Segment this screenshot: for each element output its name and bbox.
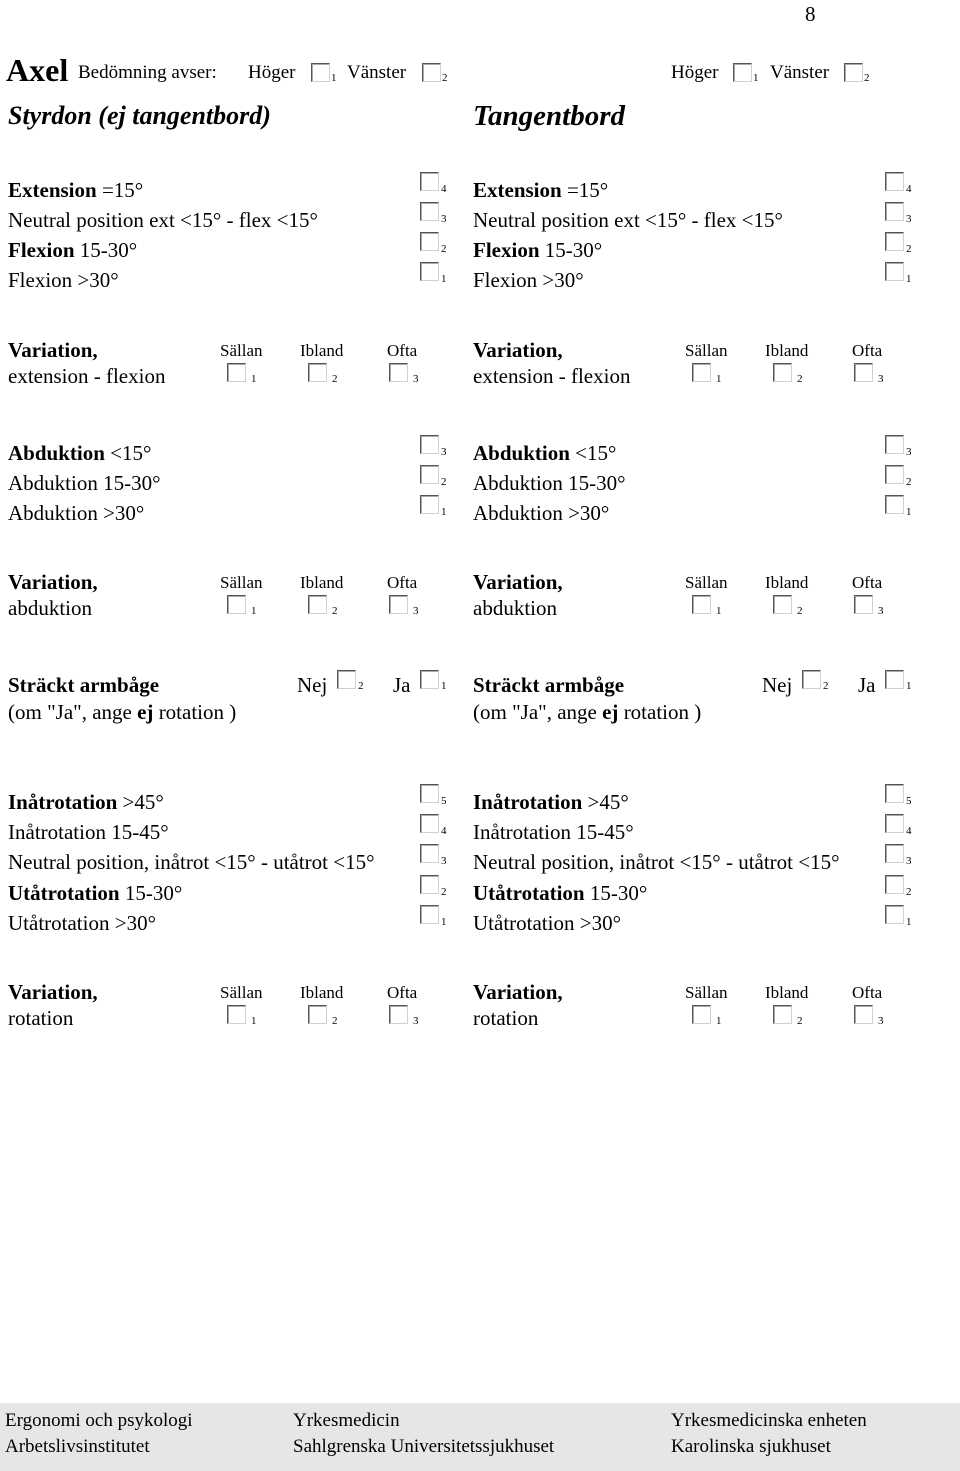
right-side-checkbox[interactable] xyxy=(733,63,752,82)
variation-flexion-often-label: Ofta xyxy=(852,341,883,360)
flexion-option-bold: Flexion xyxy=(473,238,540,262)
flexion-option-code: 1 xyxy=(441,273,447,285)
variation-rotation-sometimes-label: Ibland xyxy=(765,983,809,1002)
rotation-option-code: 4 xyxy=(906,825,912,838)
section-title: Axel xyxy=(6,52,69,88)
variation-flexion-rarely-code: 1 xyxy=(251,373,257,385)
rotation-option-text: Utåtrotation >30° xyxy=(473,910,621,935)
right-side-label: Höger xyxy=(248,62,296,83)
abduction-option-code: 3 xyxy=(906,446,912,458)
flexion-option-bold: Extension xyxy=(8,178,97,202)
abduction-option-bold: Abduktion xyxy=(8,441,105,465)
left-side-code: 2 xyxy=(864,72,870,84)
flexion-option-label xyxy=(8,238,137,262)
flexion-option-checkbox[interactable] xyxy=(420,172,439,191)
abduction-option-checkbox[interactable] xyxy=(420,495,439,514)
abduction-option-text: Abduktion 15-30° xyxy=(8,471,161,495)
flexion-option-code: 4 xyxy=(441,183,447,195)
variation-rotation-rarely-code: 1 xyxy=(716,1015,722,1027)
flexion-option-text: 15-30° xyxy=(539,238,603,262)
flexion-option-bold: Flexion xyxy=(8,238,75,262)
variation-rotation-title: Variation, xyxy=(8,980,98,1004)
variation-flexion-often-label: Ofta xyxy=(387,341,418,360)
variation-abduction-often-label: Ofta xyxy=(387,573,418,592)
assessment-label: Bedömning avser: xyxy=(78,62,217,83)
rotation-option-label xyxy=(8,820,169,844)
rotation-option-code: 3 xyxy=(441,855,447,868)
variation-flexion-subtitle: extension - flexion xyxy=(8,364,166,388)
variation-abduction-often-checkbox[interactable] xyxy=(389,595,408,614)
footer-org-3: Yrkesmedicinska enheten xyxy=(671,1410,867,1431)
rotation-option-label xyxy=(473,850,840,874)
variation-rotation-subtitle: rotation xyxy=(8,1006,74,1030)
flexion-option-checkbox[interactable] xyxy=(885,172,904,191)
variation-flexion-sometimes-label: Ibland xyxy=(765,341,809,360)
rotation-option-code: 3 xyxy=(906,855,912,868)
rotation-option-checkbox[interactable] xyxy=(885,905,904,924)
rotation-option-checkbox[interactable] xyxy=(420,844,439,863)
abduction-option-text: <15° xyxy=(569,441,617,465)
rotation-option-text: Inåtrotation 15-45° xyxy=(473,820,634,845)
variation-rotation-often-label: Ofta xyxy=(852,983,883,1002)
rotation-option-code: 5 xyxy=(906,795,912,807)
abduction-option-code: 1 xyxy=(441,506,447,518)
elbow-no-checkbox[interactable] xyxy=(337,670,356,689)
variation-abduction-often-label: Ofta xyxy=(852,573,883,592)
abduction-option-label xyxy=(8,501,144,525)
rotation-option-text: 15-30° xyxy=(584,880,648,905)
abduction-option-text: Abduktion >30° xyxy=(8,501,145,525)
flexion-option-label xyxy=(473,268,584,292)
abduction-option-text: Abduktion 15-30° xyxy=(473,471,626,495)
column-title-left: Styrdon (ej tangentbord) xyxy=(8,101,271,130)
variation-rotation-title: Variation, xyxy=(473,980,563,1004)
rotation-option-text: 15-30° xyxy=(119,880,183,905)
variation-flexion-often-code: 3 xyxy=(878,373,884,385)
flexion-option-bold: Extension xyxy=(473,178,562,202)
abduction-option-bold: Abduktion xyxy=(473,441,570,465)
abduction-option-checkbox[interactable] xyxy=(885,465,904,484)
elbow-note-part: ej xyxy=(602,700,619,724)
rotation-option-text: >45° xyxy=(582,790,629,814)
variation-abduction-sometimes-checkbox[interactable] xyxy=(308,595,327,614)
elbow-note-part: ej xyxy=(137,700,154,724)
variation-abduction-often-code: 3 xyxy=(413,605,419,617)
flexion-option-checkbox[interactable] xyxy=(885,202,904,221)
variation-rotation-sometimes-checkbox[interactable] xyxy=(308,1005,327,1024)
rotation-option-checkbox[interactable] xyxy=(885,814,904,833)
elbow-no-checkbox[interactable] xyxy=(802,670,821,689)
rotation-option-label xyxy=(8,911,156,935)
left-side-code: 2 xyxy=(442,72,448,84)
flexion-option-checkbox[interactable] xyxy=(885,232,904,251)
elbow-note-part: (om "Ja", ange xyxy=(473,700,603,724)
rotation-option-bold: Utåtrotation xyxy=(8,880,120,905)
elbow-no-label: Nej xyxy=(762,673,793,697)
variation-rotation-often-checkbox[interactable] xyxy=(854,1005,873,1024)
flexion-option-label xyxy=(473,238,602,262)
rotation-option-text: Utåtrotation >30° xyxy=(8,910,156,935)
rotation-option-code: 1 xyxy=(441,915,447,928)
variation-flexion-sometimes-checkbox[interactable] xyxy=(773,363,792,382)
rotation-option-checkbox[interactable] xyxy=(420,814,439,833)
footer-institute-2: Sahlgrenska Universitetssjukhuset xyxy=(293,1436,555,1457)
flexion-option-label xyxy=(473,178,608,202)
rotation-option-text: >45° xyxy=(117,790,164,814)
variation-rotation-rarely-label: Sällan xyxy=(685,983,728,1002)
rotation-option-code: 2 xyxy=(441,885,447,898)
variation-flexion-sometimes-code: 2 xyxy=(797,373,803,385)
elbow-yes-checkbox[interactable] xyxy=(885,670,904,689)
elbow-note-part: (om "Ja", ange xyxy=(8,700,138,724)
elbow-no-code: 2 xyxy=(358,680,364,692)
abduction-option-label xyxy=(473,471,625,495)
rotation-option-bold: Inåtrotation xyxy=(473,790,583,814)
rotation-option-checkbox[interactable] xyxy=(420,784,439,803)
flexion-option-label xyxy=(473,208,783,232)
abduction-option-code: 3 xyxy=(441,446,447,458)
abduction-option-checkbox[interactable] xyxy=(420,465,439,484)
flexion-option-label xyxy=(8,178,143,202)
variation-abduction-rarely-checkbox[interactable] xyxy=(692,595,711,614)
variation-abduction-sometimes-code: 2 xyxy=(332,605,338,617)
rotation-option-checkbox[interactable] xyxy=(420,905,439,924)
rotation-option-label xyxy=(8,850,375,874)
variation-abduction-title: Variation, xyxy=(8,570,98,594)
variation-rotation-often-code: 3 xyxy=(413,1015,419,1027)
abduction-option-text: <15° xyxy=(104,441,152,465)
rotation-option-label xyxy=(473,911,621,935)
variation-rotation-rarely-checkbox[interactable] xyxy=(692,1005,711,1024)
flexion-option-code: 3 xyxy=(441,213,447,225)
variation-flexion-often-checkbox[interactable] xyxy=(854,363,873,382)
rotation-option-text: Neutral position, inåtrot <15° - utåtrot <15° xyxy=(473,850,840,875)
elbow-yes-label: Ja xyxy=(393,673,411,697)
variation-rotation-often-label: Ofta xyxy=(387,983,418,1002)
elbow-yes-label: Ja xyxy=(858,673,876,697)
abduction-option-code: 1 xyxy=(906,506,912,518)
variation-rotation-sometimes-code: 2 xyxy=(332,1015,338,1027)
flexion-option-text: =15° xyxy=(561,178,609,202)
rotation-option-label xyxy=(473,820,634,844)
variation-abduction-often-code: 3 xyxy=(878,605,884,617)
variation-rotation-sometimes-label: Ibland xyxy=(300,983,344,1002)
footer-org-2: Yrkesmedicin xyxy=(293,1410,400,1431)
variation-flexion-sometimes-label: Ibland xyxy=(300,341,344,360)
left-side-checkbox[interactable] xyxy=(844,63,863,82)
footer-org-1: Ergonomi och psykologi xyxy=(5,1410,193,1431)
abduction-option-label xyxy=(8,441,151,465)
flexion-option-text: =15° xyxy=(96,178,144,202)
flexion-option-text: Flexion >30° xyxy=(8,268,119,292)
variation-rotation-often-code: 3 xyxy=(878,1015,884,1027)
left-side-label: Vänster xyxy=(770,62,830,83)
variation-abduction-rarely-label: Sällan xyxy=(685,573,728,592)
variation-flexion-rarely-checkbox[interactable] xyxy=(692,363,711,382)
variation-flexion-title: Variation, xyxy=(8,338,98,362)
flexion-option-code: 1 xyxy=(906,273,912,285)
rotation-option-label xyxy=(8,881,182,905)
abduction-option-label xyxy=(473,501,609,525)
abduction-option-checkbox[interactable] xyxy=(885,435,904,454)
abduction-option-label xyxy=(8,471,160,495)
flexion-option-code: 3 xyxy=(906,213,912,225)
rotation-option-code: 4 xyxy=(441,825,447,838)
variation-abduction-rarely-checkbox[interactable] xyxy=(227,595,246,614)
elbow-note xyxy=(8,700,236,724)
variation-flexion-rarely-label: Sällan xyxy=(685,341,728,360)
flexion-option-text: Flexion >30° xyxy=(473,268,584,292)
rotation-option-code: 5 xyxy=(441,795,447,807)
right-side-code: 1 xyxy=(753,72,759,84)
variation-flexion-subtitle: extension - flexion xyxy=(473,364,631,388)
variation-abduction-subtitle: abduktion xyxy=(8,596,92,620)
abduction-option-checkbox[interactable] xyxy=(420,435,439,454)
rotation-option-text: Neutral position, inåtrot <15° - utåtrot <15° xyxy=(8,850,375,875)
rotation-option-checkbox[interactable] xyxy=(420,875,439,894)
variation-abduction-sometimes-code: 2 xyxy=(797,605,803,617)
variation-rotation-rarely-checkbox[interactable] xyxy=(227,1005,246,1024)
rotation-option-bold: Inåtrotation xyxy=(8,790,118,814)
variation-rotation-sometimes-code: 2 xyxy=(797,1015,803,1027)
elbow-no-label: Nej xyxy=(297,673,328,697)
abduction-option-label xyxy=(473,441,616,465)
variation-abduction-sometimes-label: Ibland xyxy=(765,573,809,592)
rotation-option-label xyxy=(473,881,647,905)
flexion-option-text: 15-30° xyxy=(74,238,138,262)
variation-abduction-rarely-label: Sällan xyxy=(220,573,263,592)
footer-institute-3: Karolinska sjukhuset xyxy=(671,1436,831,1457)
rotation-option-bold: Utåtrotation xyxy=(473,880,585,905)
variation-flexion-sometimes-code: 2 xyxy=(332,373,338,385)
variation-abduction-title: Variation, xyxy=(473,570,563,594)
variation-flexion-often-code: 3 xyxy=(413,373,419,385)
flexion-option-code: 4 xyxy=(906,183,912,195)
variation-abduction-sometimes-checkbox[interactable] xyxy=(773,595,792,614)
elbow-title: Sträckt armbåge xyxy=(473,673,625,697)
rotation-option-code: 2 xyxy=(906,885,912,898)
rotation-option-text: Inåtrotation 15-45° xyxy=(8,820,169,845)
rotation-option-checkbox[interactable] xyxy=(885,875,904,894)
rotation-option-label xyxy=(8,790,164,814)
footer-institute-1: Arbetslivsinstitutet xyxy=(5,1436,150,1457)
variation-rotation-subtitle: rotation xyxy=(473,1006,539,1030)
rotation-option-checkbox[interactable] xyxy=(885,844,904,863)
variation-rotation-rarely-code: 1 xyxy=(251,1015,257,1027)
elbow-yes-code: 1 xyxy=(441,680,447,692)
variation-flexion-often-checkbox[interactable] xyxy=(389,363,408,382)
variation-abduction-often-checkbox[interactable] xyxy=(854,595,873,614)
variation-rotation-often-checkbox[interactable] xyxy=(389,1005,408,1024)
flexion-option-code: 2 xyxy=(441,243,447,255)
flexion-option-text: Neutral position ext <15° - flex <15° xyxy=(473,208,783,232)
elbow-note xyxy=(473,700,701,724)
variation-flexion-title: Variation, xyxy=(473,338,563,362)
variation-abduction-rarely-code: 1 xyxy=(716,605,722,617)
flexion-option-label xyxy=(8,268,119,292)
elbow-title: Sträckt armbåge xyxy=(8,673,160,697)
rotation-option-label xyxy=(473,790,629,814)
right-side-checkbox[interactable] xyxy=(311,63,330,82)
variation-flexion-rarely-checkbox[interactable] xyxy=(227,363,246,382)
elbow-yes-code: 1 xyxy=(906,680,912,692)
flexion-option-checkbox[interactable] xyxy=(420,232,439,251)
flexion-option-label xyxy=(8,208,318,232)
flexion-option-checkbox[interactable] xyxy=(885,262,904,281)
variation-rotation-rarely-label: Sällan xyxy=(220,983,263,1002)
flexion-option-code: 2 xyxy=(906,243,912,255)
column-title-right: Tangentbord xyxy=(473,100,626,132)
rotation-option-code: 1 xyxy=(906,915,912,928)
abduction-option-checkbox[interactable] xyxy=(885,495,904,514)
right-side-code: 1 xyxy=(331,72,337,84)
abduction-option-code: 2 xyxy=(441,476,447,488)
variation-abduction-rarely-code: 1 xyxy=(251,605,257,617)
right-side-label: Höger xyxy=(671,62,719,83)
variation-flexion-rarely-code: 1 xyxy=(716,373,722,385)
footer xyxy=(0,1403,960,1471)
elbow-yes-checkbox[interactable] xyxy=(420,670,439,689)
rotation-option-checkbox[interactable] xyxy=(885,784,904,803)
variation-abduction-sometimes-label: Ibland xyxy=(300,573,344,592)
variation-rotation-sometimes-checkbox[interactable] xyxy=(773,1005,792,1024)
flexion-option-checkbox[interactable] xyxy=(420,262,439,281)
abduction-option-text: Abduktion >30° xyxy=(473,501,610,525)
variation-flexion-sometimes-checkbox[interactable] xyxy=(308,363,327,382)
left-side-checkbox[interactable] xyxy=(422,63,441,82)
left-side-label: Vänster xyxy=(347,62,407,83)
elbow-note-part: rotation ) xyxy=(153,700,237,724)
flexion-option-checkbox[interactable] xyxy=(420,202,439,221)
elbow-note-part: rotation ) xyxy=(618,700,702,724)
flexion-option-text: Neutral position ext <15° - flex <15° xyxy=(8,208,318,232)
abduction-option-code: 2 xyxy=(906,476,912,488)
variation-flexion-rarely-label: Sällan xyxy=(220,341,263,360)
elbow-no-code: 2 xyxy=(823,680,829,692)
variation-abduction-subtitle: abduktion xyxy=(473,596,557,620)
page-number: 8 xyxy=(805,2,816,26)
